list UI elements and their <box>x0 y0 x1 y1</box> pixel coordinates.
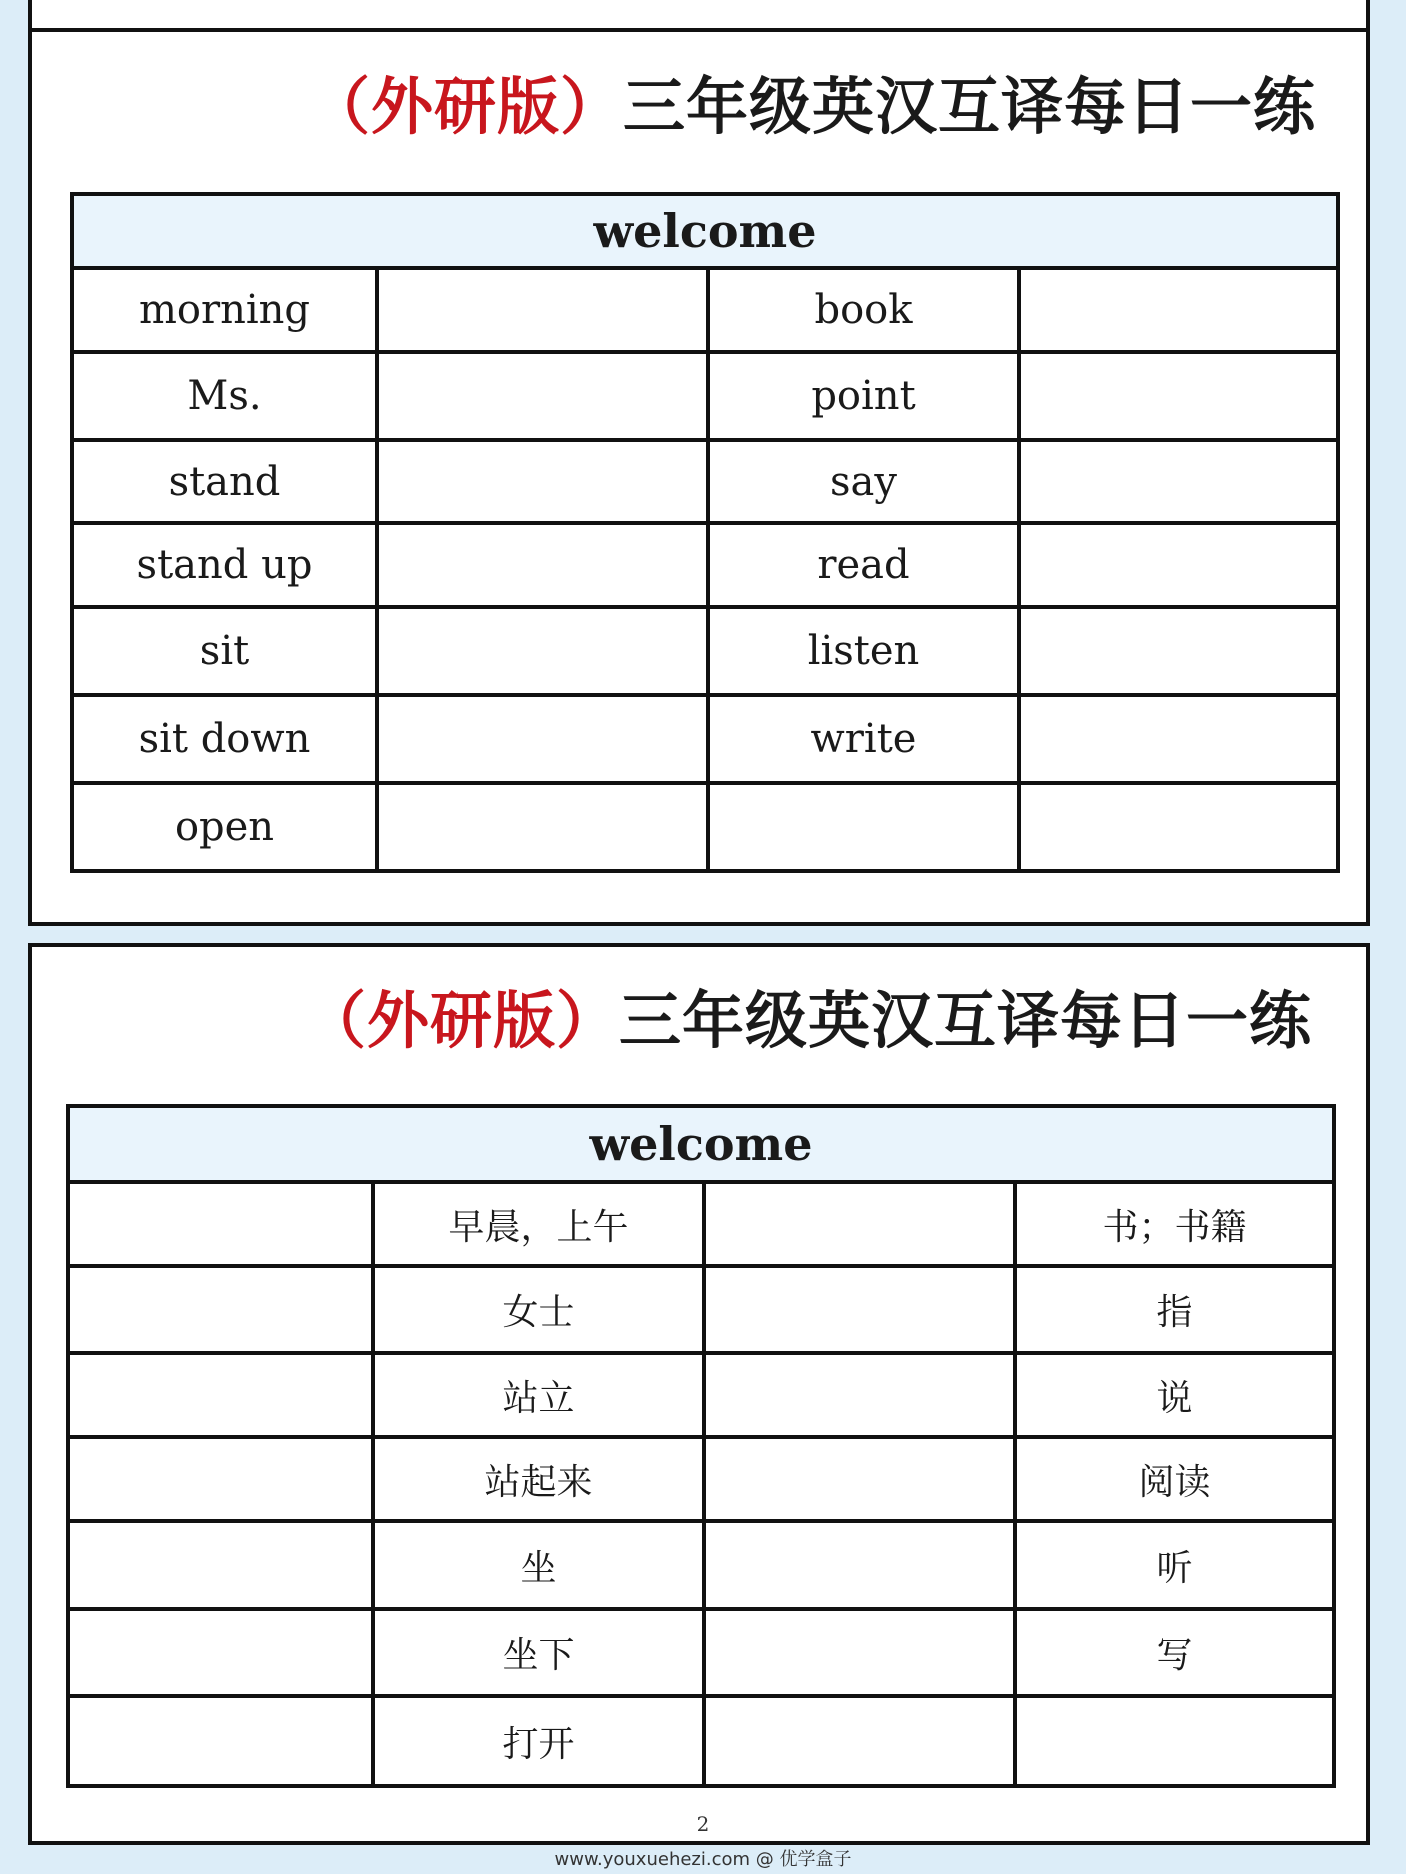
empty-cell <box>1015 1696 1334 1786</box>
chinese-meaning-cell: 打开 <box>373 1696 704 1786</box>
english-word-cell: morning <box>72 268 377 352</box>
unit-header: welcome <box>72 194 1338 268</box>
answer-cell[interactable] <box>68 1437 373 1521</box>
answer-cell[interactable] <box>1019 523 1338 607</box>
page-number: 2 <box>696 1812 710 1836</box>
answer-cell[interactable] <box>1019 607 1338 695</box>
answer-cell[interactable] <box>704 1266 1015 1353</box>
english-word-cell: sit down <box>72 695 377 783</box>
english-word-cell: say <box>708 440 1019 523</box>
empty-cell <box>708 783 1019 871</box>
answer-cell[interactable] <box>377 783 708 871</box>
chinese-meaning-cell: 指 <box>1015 1266 1334 1353</box>
worksheet-title <box>307 70 1316 143</box>
answer-cell[interactable] <box>1019 268 1338 352</box>
unit-header: welcome <box>68 1106 1334 1182</box>
chinese-meaning-cell: 站立 <box>373 1353 704 1437</box>
chinese-meaning-cell: 坐 <box>373 1521 704 1609</box>
answer-cell[interactable] <box>704 1182 1015 1266</box>
title-edition-tag: （外研版） <box>307 70 623 143</box>
answer-cell[interactable] <box>704 1437 1015 1521</box>
chinese-meaning-cell: 早晨，上午 <box>373 1182 704 1266</box>
title-text: 三年级英汉互译每日一练 <box>618 984 1312 1057</box>
answer-cell[interactable] <box>377 440 708 523</box>
english-word-cell: write <box>708 695 1019 783</box>
answer-cell[interactable] <box>68 1182 373 1266</box>
english-word-cell: open <box>72 783 377 871</box>
answer-cell[interactable] <box>704 1521 1015 1609</box>
answer-cell[interactable] <box>377 352 708 440</box>
english-word-cell: Ms. <box>72 352 377 440</box>
chinese-meaning-cell: 听 <box>1015 1521 1334 1609</box>
english-word-cell: point <box>708 352 1019 440</box>
worksheet-title <box>303 984 1312 1057</box>
chinese-meaning-cell: 女士 <box>373 1266 704 1353</box>
watermark-text: www.youxuehezi.com @ 优学盒子 <box>554 1849 852 1870</box>
english-word-cell: stand <box>72 440 377 523</box>
answer-cell[interactable] <box>1019 352 1338 440</box>
answer-cell[interactable] <box>1019 783 1338 871</box>
top-border-line <box>28 28 1370 32</box>
chinese-meaning-cell: 书；书籍 <box>1015 1182 1334 1266</box>
answer-cell[interactable] <box>68 1696 373 1786</box>
english-word-cell: listen <box>708 607 1019 695</box>
answer-cell[interactable] <box>377 268 708 352</box>
english-word-cell: stand up <box>72 523 377 607</box>
vocab-table-english-to-chinese <box>70 192 1340 873</box>
answer-cell[interactable] <box>1019 695 1338 783</box>
chinese-meaning-cell: 坐下 <box>373 1609 704 1696</box>
title-text: 三年级英汉互译每日一练 <box>622 70 1316 143</box>
vocab-table-chinese-to-english <box>66 1104 1336 1788</box>
answer-cell[interactable] <box>377 695 708 783</box>
answer-cell[interactable] <box>377 523 708 607</box>
english-word-cell: read <box>708 523 1019 607</box>
chinese-meaning-cell: 阅读 <box>1015 1437 1334 1521</box>
chinese-meaning-cell: 站起来 <box>373 1437 704 1521</box>
answer-cell[interactable] <box>1019 440 1338 523</box>
answer-cell[interactable] <box>68 1521 373 1609</box>
english-word-cell: book <box>708 268 1019 352</box>
answer-cell[interactable] <box>704 1609 1015 1696</box>
answer-cell[interactable] <box>68 1266 373 1353</box>
answer-cell[interactable] <box>68 1353 373 1437</box>
answer-cell[interactable] <box>68 1609 373 1696</box>
chinese-meaning-cell: 写 <box>1015 1609 1334 1696</box>
chinese-meaning-cell: 说 <box>1015 1353 1334 1437</box>
title-edition-tag: （外研版） <box>303 984 619 1057</box>
answer-cell[interactable] <box>704 1696 1015 1786</box>
english-word-cell: sit <box>72 607 377 695</box>
answer-cell[interactable] <box>704 1353 1015 1437</box>
answer-cell[interactable] <box>377 607 708 695</box>
